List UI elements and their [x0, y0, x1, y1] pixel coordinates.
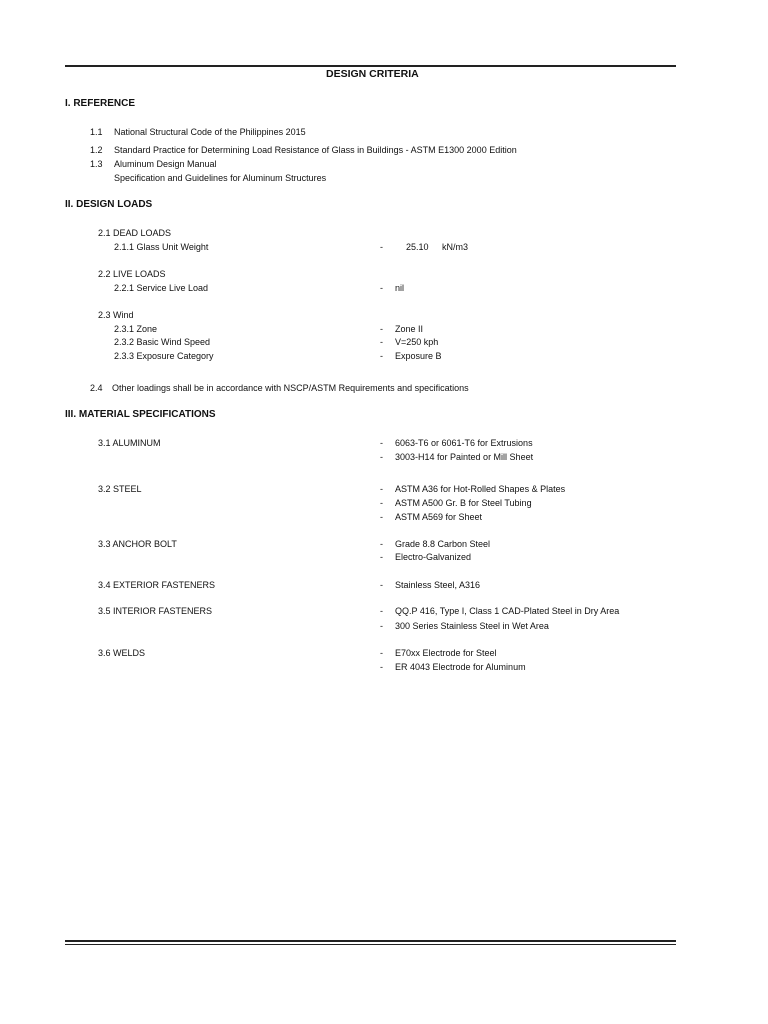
- anchor-bolt-spec: Grade 8.8 Carbon Steel: [395, 539, 491, 549]
- interior-fasteners-spec: 300 Series Stainless Steel in Wet Area: [395, 621, 549, 631]
- aluminum-spec: 3003-H14 for Painted or Mill Sheet: [395, 452, 534, 462]
- dead-loads-label: 2.1 DEAD LOADS: [98, 228, 172, 238]
- bottom-rule: [65, 940, 676, 942]
- section-heading-materials: III. MATERIAL SPECIFICATIONS: [65, 409, 216, 420]
- dash: -: [380, 512, 383, 522]
- interior-fasteners-spec: QQ.P 416, Type I, Class 1 CAD-Plated Steel in Dry Area: [395, 606, 620, 616]
- service-live-load-label: 2.2.1 Service Live Load: [114, 283, 209, 293]
- reference-num: 1.2: [90, 145, 103, 155]
- exposure-category-value: Exposure B: [395, 351, 442, 361]
- exposure-category-label: 2.3.3 Exposure Category: [114, 351, 214, 361]
- exterior-fasteners-label: 3.4 EXTERIOR FASTENERS: [98, 580, 216, 590]
- steel-spec: ASTM A569 for Sheet: [395, 512, 483, 522]
- welds-spec: E70xx Electrode for Steel: [395, 648, 497, 658]
- page-title: DESIGN CRITERIA: [326, 68, 419, 80]
- dash: -: [380, 484, 383, 494]
- other-loadings-num: 2.4: [90, 383, 103, 393]
- service-live-load-value: nil: [395, 283, 405, 293]
- section-heading-design-loads: II. DESIGN LOADS: [65, 199, 153, 210]
- wind-speed-label: 2.3.2 Basic Wind Speed: [114, 337, 211, 347]
- steel-spec: ASTM A500 Gr. B for Steel Tubing: [395, 498, 532, 508]
- welds-label: 3.6 WELDS: [98, 648, 146, 658]
- steel-label: 3.2 STEEL: [98, 484, 142, 494]
- dash: -: [380, 452, 383, 462]
- anchor-bolt-spec: Electro-Galvanized: [395, 552, 472, 562]
- welds-spec: ER 4043 Electrode for Aluminum: [395, 662, 526, 672]
- section-heading-reference: I. REFERENCE: [65, 98, 136, 109]
- dash: -: [380, 621, 383, 631]
- wind-speed-value: V=250 kph: [395, 337, 439, 347]
- wind-label: 2.3 Wind: [98, 310, 134, 320]
- steel-spec: ASTM A36 for Hot-Rolled Shapes & Plates: [395, 484, 566, 494]
- reference-text: Aluminum Design Manual: [114, 159, 217, 169]
- dash: -: [380, 539, 383, 549]
- dash: -: [380, 242, 383, 252]
- glass-unit-weight-unit: kN/m3: [442, 242, 469, 252]
- dash: -: [380, 662, 383, 672]
- dash: -: [380, 498, 383, 508]
- interior-fasteners-label: 3.5 INTERIOR FASTENERS: [98, 606, 213, 616]
- reference-num: 1.1: [90, 127, 103, 137]
- reference-text: National Structural Code of the Philippines 2015: [114, 127, 306, 137]
- glass-unit-weight-value: 25.10: [406, 242, 429, 252]
- reference-text-continued: Specification and Guidelines for Aluminum Structures: [114, 173, 327, 183]
- dash: -: [380, 351, 383, 361]
- dash: -: [380, 283, 383, 293]
- glass-unit-weight-label: 2.1.1 Glass Unit Weight: [114, 242, 209, 252]
- dash: -: [380, 606, 383, 616]
- anchor-bolt-label: 3.3 ANCHOR BOLT: [98, 539, 177, 549]
- reference-text: Standard Practice for Determining Load Resistance of Glass in Buildings - ASTM E1300 2000 Edition: [114, 145, 517, 155]
- reference-num: 1.3: [90, 159, 103, 169]
- aluminum-label: 3.1 ALUMINUM: [98, 438, 161, 448]
- dash: -: [380, 324, 383, 334]
- wind-zone-label: 2.3.1 Zone: [114, 324, 158, 334]
- dash: -: [380, 438, 383, 448]
- top-rule: [65, 65, 676, 67]
- wind-zone-value: Zone II: [395, 324, 424, 334]
- dash: -: [380, 337, 383, 347]
- live-loads-label: 2.2 LIVE LOADS: [98, 269, 166, 279]
- other-loadings-text: Other loadings shall be in accordance with NSCP/ASTM Requirements and specifications: [112, 383, 469, 393]
- bottom-rule-thin: [65, 944, 676, 945]
- exterior-fasteners-spec: Stainless Steel, A316: [395, 580, 481, 590]
- dash: -: [380, 552, 383, 562]
- aluminum-spec: 6063-T6 or 6061-T6 for Extrusions: [395, 438, 533, 448]
- dash: -: [380, 580, 383, 590]
- dash: -: [380, 648, 383, 658]
